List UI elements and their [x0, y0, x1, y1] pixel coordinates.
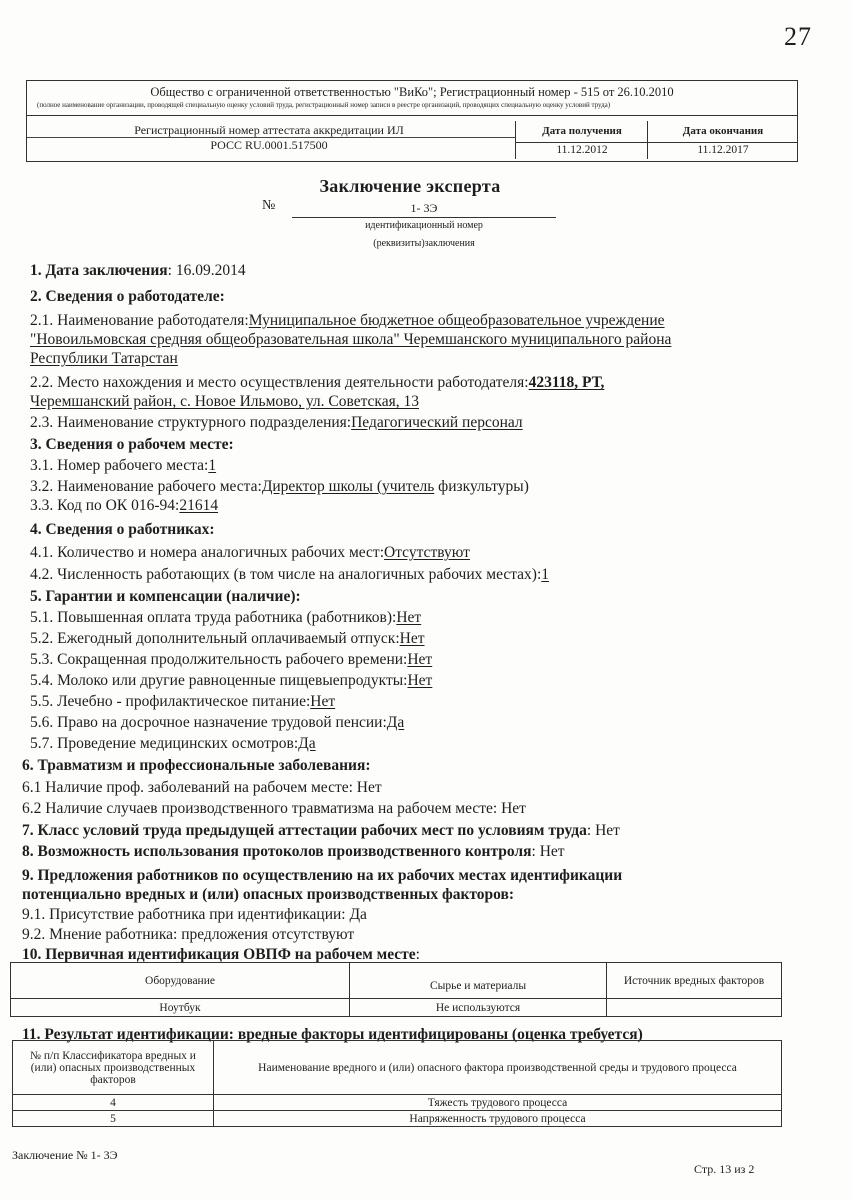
occupational-disease-line: 6.1 Наличие проф. заболеваний на рабочем месте: Нет [22, 779, 382, 796]
guarantee-value: Нет [310, 693, 336, 710]
guarantee-item [30, 735, 316, 753]
worker-presence-line: 9.1. Присутствие работника при идентификации: Да [22, 906, 367, 923]
guarantee-item [30, 609, 421, 627]
section-7-value: : Нет [586, 822, 620, 839]
section-10-colon: : [415, 946, 420, 963]
accreditation-row [27, 117, 797, 161]
similar-workplaces-line [30, 544, 470, 562]
guarantee-label: 5.3. Сокращенная продолжительность рабочего времени: [30, 651, 408, 668]
number-sign: № [262, 198, 276, 213]
table-header-cell: Наименование вредного и (или) опасного фактора производственной среды и трудового процесса [214, 1041, 782, 1095]
organization-row [27, 81, 797, 116]
table-cell: Напряженность трудового процесса [214, 1111, 782, 1127]
employer-location-label: 2.2. Место нахождения и место осуществления деятельности работодателя: [30, 374, 529, 391]
ok-code-value: 21614 [179, 497, 219, 514]
employer-location-value: 423118, РТ, [528, 374, 605, 391]
workplace-name-tail: физкультуры) [434, 478, 529, 495]
table-cell: 4 [13, 1095, 214, 1111]
number-caption-1: идентификационный номер [365, 220, 483, 231]
guarantee-item [30, 672, 432, 690]
employer-name-line [30, 312, 665, 330]
guarantee-item [30, 651, 432, 669]
conclusion-number: 1- 3Э [292, 201, 556, 218]
accreditation-number: РОСС RU.0001.517500 [210, 138, 328, 152]
ok-code-label: 3.3. Код по ОК 016-94: [30, 497, 180, 514]
conclusion-date: : 16.09.2014 [167, 262, 246, 279]
workplace-name-line [30, 478, 529, 496]
date-end-label: Дата окончания [682, 125, 764, 137]
page-number: 27 [784, 22, 812, 51]
section-9-heading-1: 9. Предложения работников по осуществлению на их рабочих местах идентификации [22, 867, 623, 884]
section-1-heading: 1. Дата заключения [30, 262, 168, 279]
ok-code-line [30, 497, 218, 515]
structural-unit-line [30, 414, 523, 432]
organization-name: Общество с ограниченной ответственностью "ВиКо"; Регистрационный номер - 515 от 26.10.2010 [150, 85, 674, 99]
guarantee-value: Да [386, 714, 405, 731]
date-received-value: 11.12.2012 [516, 142, 648, 156]
table-cell: 5 [13, 1111, 214, 1127]
section-11-value: : вредные факторы идентифицированы (оценка требуется) [228, 1026, 643, 1043]
section-4-heading: 4. Сведения о работниках: [30, 521, 215, 538]
section-11-heading: 11. Результат идентификации [22, 1026, 229, 1043]
guarantee-label: 5.6. Право на досрочное назначение трудовой пенсии: [30, 714, 387, 731]
section-2-heading: 2. Сведения о работодателе: [30, 288, 225, 305]
accreditation-label: Регистрационный номер аттестата аккредитации ИЛ [134, 123, 404, 137]
section-5-heading: 5. Гарантии и компенсации (наличие): [30, 588, 301, 605]
table-row [13, 1111, 782, 1127]
section-1 [30, 262, 246, 280]
employer-name-label: 2.1. Наименование работодателя: [30, 312, 249, 329]
section-9-heading-2: потенциально вредных и (или) опасных производственных факторов: [22, 886, 515, 903]
similar-workplaces-label: 4.1. Количество и номера аналогичных рабочих мест: [30, 544, 385, 561]
employer-name-line-2: "Новоильмовская средняя общеобразовательная школа" Черемшанского муниципального района [30, 331, 672, 348]
section-7-heading: 7. Класс условий труда предыдущей аттестации рабочих мест по условиям труда [22, 822, 587, 839]
guarantee-label: 5.7. Проведение медицинских осмотров: [30, 735, 299, 752]
table-header-cell: Оборудование [11, 963, 350, 999]
section-10-heading: 10. Первичная идентификация ОВПФ на рабочем месте [22, 946, 416, 963]
section-8-value: : Нет [531, 843, 565, 860]
workplace-name-label: 3.2. Наименование рабочего места: [30, 478, 262, 495]
table-cell: Ноутбук [11, 999, 350, 1017]
employer-name-line-3: Республики Татарстан [30, 350, 178, 367]
header-box [26, 80, 798, 162]
number-caption-2: (реквизиты)заключения [373, 238, 475, 249]
section-8-heading: 8. Возможность использования протоколов производственного контроля [22, 843, 532, 860]
ovpf-table [10, 962, 782, 1017]
footer-conclusion-number: Заключение № 1- 3Э [12, 1148, 118, 1162]
workplace-name-value: Директор школы (учитель [261, 478, 435, 495]
guarantee-label: 5.2. Ежегодный дополнительный оплачиваемый отпуск: [30, 630, 400, 647]
employer-address: Черемшанский район, с. Новое Ильмово, ул. Советская, 13 [30, 393, 419, 410]
workers-count-line [30, 566, 549, 584]
date-received-label: Дата получения [542, 125, 622, 137]
guarantee-value: Нет [396, 609, 422, 626]
guarantee-item [30, 714, 404, 732]
date-end-value: 11.12.2017 [648, 142, 798, 156]
table-cell [607, 999, 782, 1017]
guarantee-value: Нет [407, 651, 433, 668]
table-row [13, 1095, 782, 1111]
guarantee-value: Нет [399, 630, 425, 647]
injury-cases-line: 6.2 Наличие случаев производственного травматизма на рабочем месте: Нет [22, 800, 526, 817]
guarantee-value: Да [298, 735, 316, 752]
identification-result-table [12, 1040, 782, 1127]
guarantee-value: Нет [407, 672, 433, 689]
table-row [11, 999, 782, 1017]
organization-note: (полное наименование организации, проводящей специальную оценку условий труда, регистрационный номер записи в реестре организаций, проводящих специальную оценку условий труда) [37, 101, 611, 109]
structural-unit-value: Педагогический персонал [351, 414, 523, 431]
guarantee-label: 5.5. Лечебно - профилактическое питание: [30, 693, 311, 710]
worker-opinion-line: 9.2. Мнение работника: предложения отсутствуют [22, 926, 355, 943]
table-cell: Тяжесть трудового процесса [214, 1095, 782, 1111]
section-7 [22, 822, 620, 840]
guarantee-label: 5.4. Молоко или другие равноценные пищевыепродукты: [30, 672, 408, 689]
employer-name-value: Муниципальное бюджетное общеобразовательное учреждение [248, 312, 665, 329]
date-end-cell [647, 121, 798, 159]
workers-count-label: 4.2. Численность работающих (в том числе на аналогичных рабочих местах): [30, 566, 542, 583]
table-header-row [11, 963, 782, 999]
table-cell: Не используются [350, 999, 607, 1017]
section-8 [22, 843, 565, 861]
table-header-cell: Сырье и материалы [350, 963, 607, 999]
table-header-row [13, 1041, 782, 1095]
structural-unit-label: 2.3. Наименование структурного подразделения: [30, 414, 352, 431]
workplace-number-value: 1 [208, 457, 217, 474]
employer-location-line [30, 374, 604, 392]
guarantee-item [30, 693, 335, 711]
workplace-number-line [30, 457, 216, 475]
section-6-heading: 6. Травматизм и профессиональные заболевания: [22, 757, 371, 774]
date-received-cell [515, 121, 648, 159]
table-header-cell: Источник вредных факторов [607, 963, 782, 999]
workplace-number-label: 3.1. Номер рабочего места: [30, 457, 209, 474]
table-header-cell: № п/п Классификатора вредных и (или) опасных производственных факторов [13, 1041, 214, 1095]
similar-workplaces-value: Отсутствуют [384, 544, 470, 561]
section-3-heading: 3. Сведения о рабочем месте: [30, 436, 234, 453]
guarantee-label: 5.1. Повышенная оплата труда работника (работников): [30, 609, 397, 626]
footer-page-counter: Стр. 13 из 2 [694, 1162, 755, 1176]
workers-count-value: 1 [541, 566, 550, 583]
document-title: Заключение эксперта [319, 176, 501, 196]
guarantee-item [30, 630, 425, 648]
